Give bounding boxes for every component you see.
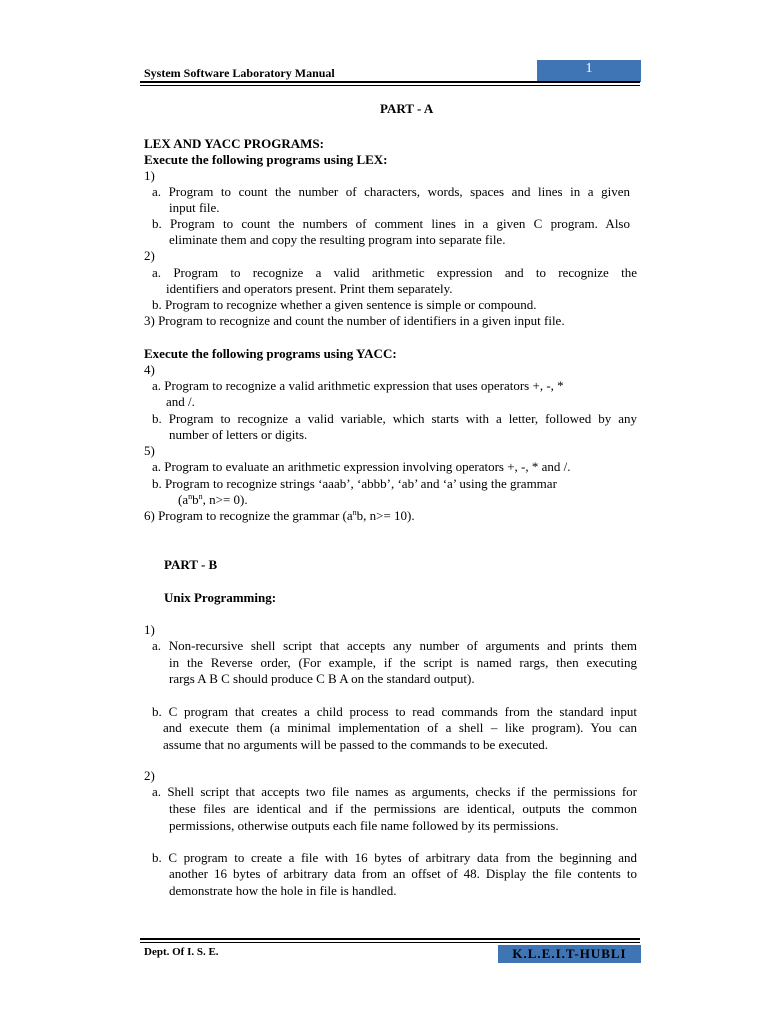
question-item: b. C program that creates a child process to read commands from the standard input (152, 704, 637, 719)
question-item: 3) Program to recognize and count the number of identifiers in a given input file. (144, 313, 565, 328)
question-item: another 16 bytes of arbitrary data from an offset of 48. Display the file contents to (169, 866, 637, 881)
footer-rule (140, 938, 640, 940)
grammar-superscript: n (198, 492, 203, 501)
question-item: demonstrate how the hole in file is handled. (169, 883, 397, 898)
grammar-text: b (192, 492, 199, 507)
grammar-superscript: n (352, 508, 357, 517)
question-number: 1) (144, 168, 155, 183)
unix-heading: Unix Programming: (164, 590, 277, 605)
question-item: and /. (166, 394, 195, 409)
question-item: b. Program to recognize a valid variable, which starts with a letter, followed by any (152, 411, 637, 426)
question-item: identifiers and operators present. Print them separately. (166, 281, 453, 296)
footer-rule-thin (140, 942, 640, 943)
question-item: b. Program to recognize whether a given sentence is simple or compound. (152, 297, 537, 312)
manual-title: System Software Laboratory Manual (144, 66, 335, 80)
grammar-text: 6) Program to recognize the grammar (a (144, 508, 353, 523)
question-item: a. Shell script that accepts two file names as arguments, checks if the permissions for (152, 784, 637, 799)
header-rule-thin (140, 85, 640, 86)
question-item: a. Program to recognize a valid arithmetic expression that uses operators +, -, * (152, 378, 564, 393)
question-item: eliminate them and copy the resulting program into separate file. (169, 232, 506, 247)
question-item: input file. (169, 200, 220, 215)
part-b-heading: PART - B (164, 557, 218, 572)
question-item: a. Program to evaluate an arithmetic expression involving operators +, -, * and /. (152, 459, 571, 474)
grammar-text: b, n>= 10). (356, 508, 415, 523)
grammar-text: , n>= 0). (202, 492, 248, 507)
question-item (144, 508, 415, 524)
yacc-heading: Execute the following programs using YACC: (144, 346, 397, 361)
question-item: in the Reverse order, (For example, if the script is named rargs, then executing (169, 655, 637, 670)
question-item: a. Program to count the number of characters, words, spaces and lines in a given (152, 184, 630, 199)
question-item: a. Non-recursive shell script that accepts any number of arguments and prints them (152, 638, 637, 653)
grammar-expression (178, 492, 248, 508)
question-item: rargs A B C should produce C B A on the standard output). (169, 671, 475, 686)
section-title: LEX AND YACC PROGRAMS: (144, 136, 324, 151)
question-number: 2) (144, 768, 155, 783)
department-label: Dept. Of I. S. E. (144, 946, 219, 958)
question-number: 5) (144, 443, 155, 458)
question-number: 1) (144, 622, 155, 637)
question-item: b. Program to count the numbers of comment lines in a given C program. Also (152, 216, 630, 231)
header-rule (140, 81, 640, 83)
question-number: 4) (144, 362, 155, 377)
question-item: number of letters or digits. (169, 427, 308, 442)
part-a-heading: PART - A (380, 101, 434, 116)
question-item: b. Program to recognize strings ‘aaab’, ‘abbb’, ‘ab’ and ‘a’ using the grammar (152, 476, 557, 491)
college-badge: K.L.E.I.T-HUBLI (498, 945, 641, 963)
question-item: these files are identical and if the permissions are identical, outputs the common (169, 801, 637, 816)
question-item: permissions, otherwise outputs each file name followed by its permissions. (169, 818, 559, 833)
question-item: and execute them (a minimal implementation of a shell – like program). You can (163, 720, 637, 735)
question-item: assume that no arguments will be passed to the commands to be executed. (163, 737, 548, 752)
grammar-superscript: n (188, 492, 193, 501)
question-item: a. Program to recognize a valid arithmetic expression and to recognize the (152, 265, 637, 280)
grammar-text: (a (178, 492, 189, 507)
page-number-badge: 1 (537, 60, 641, 82)
lex-heading: Execute the following programs using LEX: (144, 152, 388, 167)
question-number: 2) (144, 248, 155, 263)
question-item: b. C program to create a file with 16 bytes of arbitrary data from the beginning and (152, 850, 637, 865)
